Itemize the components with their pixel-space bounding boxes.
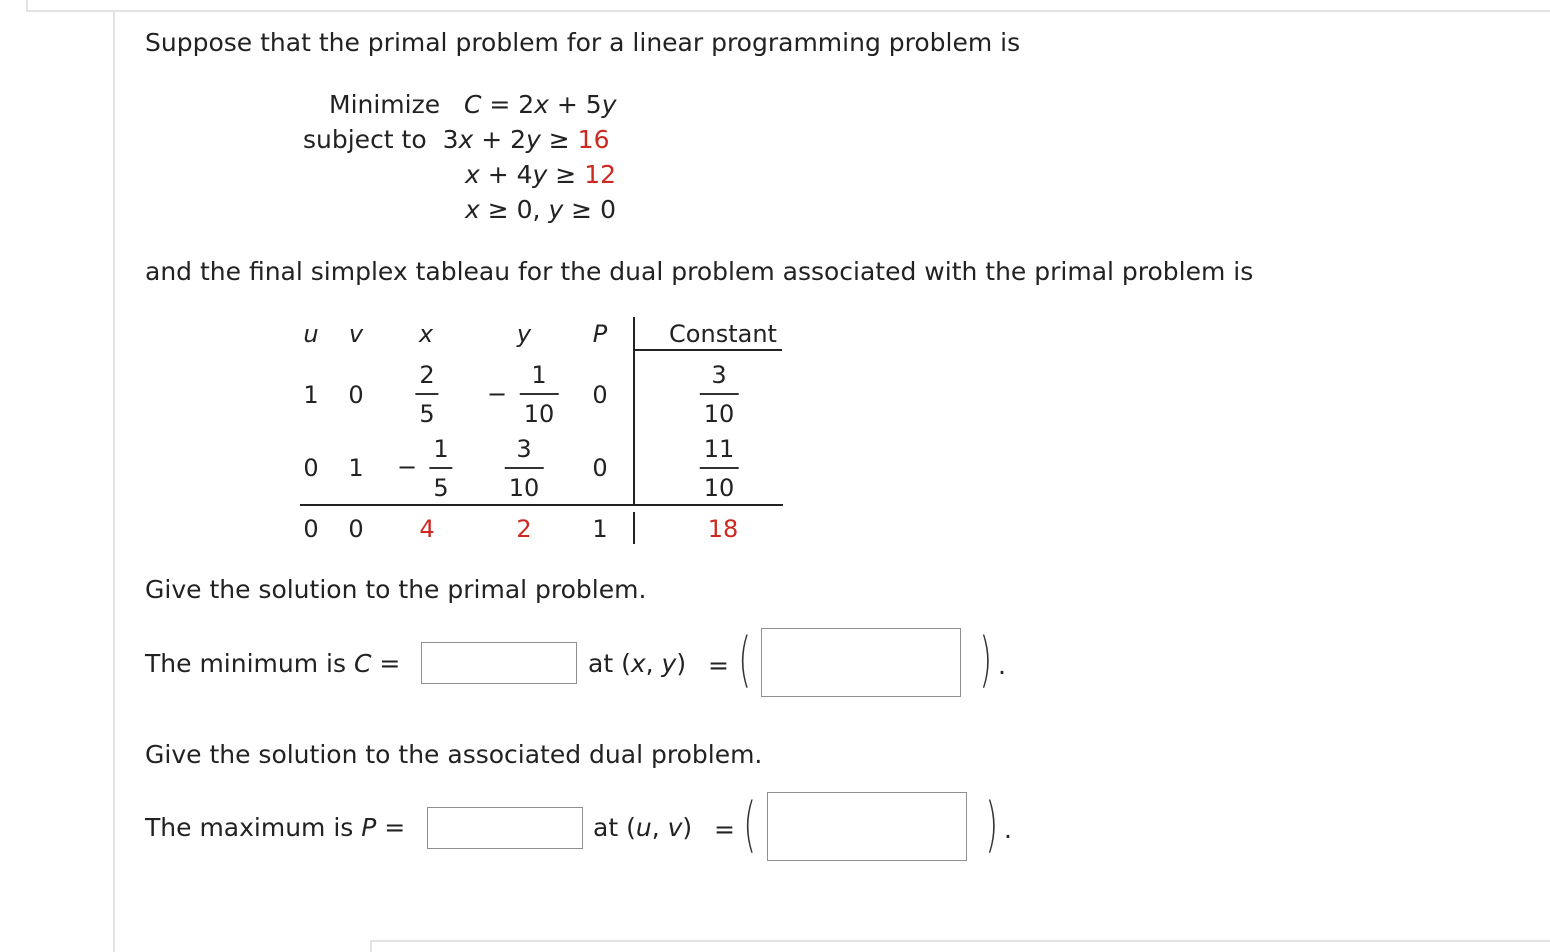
r1-x-num: 2 (419, 361, 435, 389)
maximum-value-input[interactable] (427, 807, 583, 849)
constraint-row-1 (303, 125, 609, 155)
nonneg-row (465, 195, 616, 225)
r3-x: 4 (419, 515, 435, 543)
r1-y-sign: − (486, 380, 508, 408)
primal-period: . (998, 651, 1006, 680)
r2-c-num: 11 (703, 435, 735, 463)
r2-u: 0 (303, 454, 319, 482)
r1-y-den: 10 (523, 400, 555, 428)
r3-constant: 18 (707, 515, 739, 543)
nn-y: y (548, 195, 564, 224)
constraint-row-2 (465, 160, 616, 190)
c2-ge: ≥ (547, 160, 585, 189)
objective-y: y (601, 90, 617, 119)
r3-v: 0 (348, 515, 364, 543)
min-label-text: The minimum is (145, 649, 354, 678)
header-p: P (592, 320, 608, 348)
page-frame-top (26, 0, 1550, 12)
header-constant: Constant (669, 320, 777, 348)
objective-lhs: C (463, 90, 482, 119)
r2-y-num: 3 (516, 435, 532, 463)
subject-to-label: subject to (303, 125, 427, 154)
fraction-bar (700, 393, 739, 395)
r1-v: 0 (348, 381, 364, 409)
intro-text: Suppose that the primal problem for a linear programming problem is (145, 28, 1021, 57)
header-u: u (303, 320, 319, 348)
c2-rhs: 12 (584, 160, 616, 189)
r2-x-fraction (429, 435, 452, 502)
dual-point-input[interactable] (767, 792, 967, 861)
r1-c-den: 10 (703, 400, 735, 428)
min-eq: = (371, 649, 401, 678)
c1-plus: + 2 (473, 125, 527, 154)
header-v: v (348, 320, 364, 348)
dual-intro-text: and the final simplex tableau for the dual problem associated with the primal problem is (145, 257, 1254, 286)
at-x: x (630, 649, 646, 678)
primal-point-input[interactable] (761, 628, 961, 697)
dual-equals: = (714, 815, 735, 844)
r2-y-den: 10 (508, 474, 540, 502)
header-underline (634, 349, 782, 351)
at-end: ) (682, 813, 693, 842)
r2-v: 1 (348, 454, 364, 482)
primal-open-paren: ( (738, 625, 752, 695)
r3-u: 0 (303, 515, 319, 543)
objective-row-line (300, 504, 783, 506)
header-x: x (418, 320, 434, 348)
primal-question: Give the solution to the primal problem. (145, 575, 647, 604)
fraction-bar (700, 467, 739, 469)
max-label-text: The maximum is (145, 813, 362, 842)
r1-u: 1 (303, 381, 319, 409)
primal-equals: = (708, 651, 729, 680)
c1-rhs: 16 (577, 125, 610, 154)
at-u: u (635, 813, 652, 842)
tableau-vertical-divider (633, 317, 635, 506)
dual-question: Give the solution to the associated dual problem. (145, 740, 763, 769)
r1-c-num: 3 (711, 361, 727, 389)
r2-p: 0 (592, 454, 608, 482)
objective-plus: + 5 (548, 90, 602, 119)
r1-constant-fraction (700, 361, 739, 428)
min-var: C (353, 649, 372, 678)
dual-open-paren: ( (743, 790, 757, 860)
at-v: v (667, 813, 683, 842)
at-comma: , (645, 649, 662, 678)
max-var: P (361, 813, 377, 842)
objective-eq: = 2 (481, 90, 535, 119)
nn-mid: ≥ 0, (479, 195, 549, 224)
at-y: y (661, 649, 677, 678)
c2-y: y (532, 160, 548, 189)
maximum-label (145, 813, 405, 843)
nn-end: ≥ 0 (563, 195, 616, 224)
primal-close-paren: ) (979, 625, 993, 695)
objective-x: x (534, 90, 549, 119)
c1-y: y (526, 125, 541, 154)
minimum-value-input[interactable] (421, 642, 577, 684)
at-text: at ( (593, 813, 636, 842)
r2-c-den: 10 (703, 474, 735, 502)
objective-row (329, 90, 617, 120)
primal-at-label (588, 649, 686, 679)
at-end: ) (676, 649, 687, 678)
c1-coef: 3 (442, 125, 459, 154)
at-comma: , (651, 813, 668, 842)
fraction-bar (505, 467, 544, 469)
tableau-vertical-divider-bottom (633, 512, 635, 544)
r1-x-fraction (415, 361, 438, 428)
fraction-bar (520, 393, 559, 395)
c1-ge: ≥ (540, 125, 578, 154)
c2-x: x (465, 160, 480, 189)
r2-constant-fraction (700, 435, 739, 502)
page-frame-left (113, 12, 115, 952)
r3-y: 2 (516, 515, 532, 543)
c1-x: x (458, 125, 474, 154)
fraction-bar (429, 467, 452, 469)
header-y: y (516, 320, 532, 348)
dual-close-paren: ) (985, 790, 999, 860)
nn-x: x (465, 195, 480, 224)
objective-label: Minimize (329, 90, 441, 119)
r1-y-num: 1 (531, 361, 547, 389)
minimum-label (145, 649, 400, 679)
page-frame-bottom (370, 940, 1550, 952)
dual-period: . (1004, 815, 1012, 844)
r2-x-sign: − (396, 453, 418, 481)
r2-x-num: 1 (433, 435, 449, 463)
r3-p: 1 (592, 515, 608, 543)
r2-y-fraction (505, 435, 544, 502)
fraction-bar (415, 393, 438, 395)
r2-x-den: 5 (433, 474, 449, 502)
at-text: at ( (588, 649, 631, 678)
r1-p: 0 (592, 381, 608, 409)
c2-plus: + 4 (479, 160, 533, 189)
max-eq: = (376, 813, 406, 842)
dual-at-label (593, 813, 692, 843)
r1-x-den: 5 (419, 400, 435, 428)
r1-y-fraction (520, 361, 559, 428)
